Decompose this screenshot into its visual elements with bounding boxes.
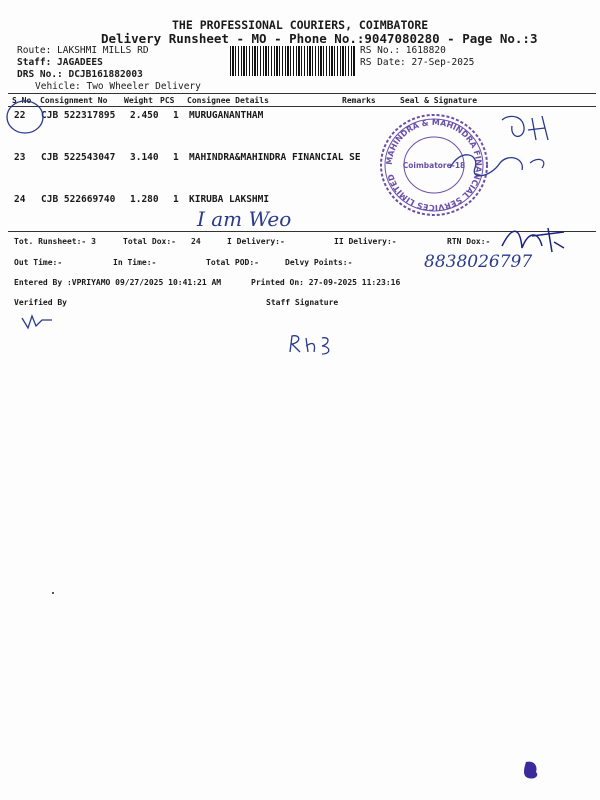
- staff-signature-label: Staff Signature: [266, 298, 339, 307]
- divider: [8, 93, 596, 94]
- company-title: THE PROFESSIONAL COURIERS, COIMBATORE: [172, 18, 429, 32]
- row-sno: 22: [14, 110, 26, 121]
- row-weight: 1.280: [130, 194, 159, 205]
- barcode: [230, 46, 356, 76]
- in-time: In Time:-: [113, 258, 157, 267]
- col-header-pcs: PCS: [160, 96, 175, 105]
- staff-label: Staff: JAGADEES: [17, 57, 103, 68]
- col-header-seal: Seal & Signature: [400, 96, 478, 105]
- row-weight: 2.450: [130, 110, 159, 121]
- row-sno: 23: [14, 152, 26, 163]
- verified-signature: [20, 312, 56, 332]
- handwritten-note: I am Weo: [197, 207, 292, 231]
- total-dox-value: 24: [191, 237, 201, 246]
- scan-dot: [52, 592, 54, 594]
- staff-signature: [286, 332, 346, 358]
- tot-runsheet: Tot. Runsheet:- 3: [14, 237, 96, 246]
- col-header-remarks: Remarks: [342, 96, 376, 105]
- rs-number: RS No.: 1618820: [360, 45, 446, 56]
- row-consignee: MURUGANANTHAM: [189, 110, 264, 121]
- stamp-outer-text: MAHINDRA & MAHINDRA FINANCIAL SERVICES LIMITED: [384, 117, 484, 213]
- signature-scribble: [430, 108, 590, 193]
- delvy-points: Delvy Points:-: [285, 258, 353, 267]
- row-consignee: KIRUBA LAKSHMI: [189, 194, 270, 205]
- ink-blot: [520, 758, 542, 782]
- col-header-consignment: Consignment No: [40, 96, 108, 105]
- printed-on: Printed On: 27-09-2025 11:23:16: [251, 278, 401, 287]
- row-weight: 3.140: [130, 152, 159, 163]
- entered-by: Entered By :VPRIYAMO 09/27/2025 10:41:21 AM: [14, 278, 222, 287]
- runsheet-subtitle: Delivery Runsheet - MO - Phone No.:9047080280 - Page No.:3: [101, 31, 538, 46]
- circle-mark: [4, 98, 46, 136]
- handwritten-phone: 8838026797: [424, 252, 533, 272]
- rs-date: RS Date: 27-Sep-2025: [360, 57, 475, 68]
- row-consignment: CJB 522669740: [41, 194, 116, 205]
- rtn-dox: RTN Dox:-: [447, 237, 491, 246]
- ii-delivery: II Delivery:-: [334, 237, 397, 246]
- out-time: Out Time:-: [14, 258, 63, 267]
- col-header-weight: Weight: [124, 96, 153, 105]
- vehicle-label: Vehicle: Two Wheeler Delivery: [35, 81, 201, 92]
- row-pcs: 1: [173, 194, 179, 205]
- row-consignment: CJB 522543047: [41, 152, 116, 163]
- total-dox-label: Total Dox:-: [123, 237, 176, 246]
- row-pcs: 1: [173, 152, 179, 163]
- route-label: Route: LAKSHMI MILLS RD: [17, 45, 149, 56]
- verified-by-label: Verified By: [14, 298, 67, 307]
- divider: [8, 106, 596, 107]
- i-delivery: I Delivery:-: [227, 237, 285, 246]
- row-consignment: CJB 522317895: [41, 110, 116, 121]
- row-pcs: 1: [173, 110, 179, 121]
- total-pod: Total POD:-: [206, 258, 259, 267]
- stamp-inner-text: Coimbatore-18: [402, 161, 466, 170]
- row-consignee: MAHINDRA&MAHINDRA FINANCIAL SE: [189, 152, 361, 163]
- row-sno: 24: [14, 194, 26, 205]
- drs-number: DRS No.: DCJB161882003: [17, 69, 143, 80]
- col-header-consignee: Consignee Details: [187, 96, 269, 105]
- col-header-sno: S No: [12, 96, 32, 105]
